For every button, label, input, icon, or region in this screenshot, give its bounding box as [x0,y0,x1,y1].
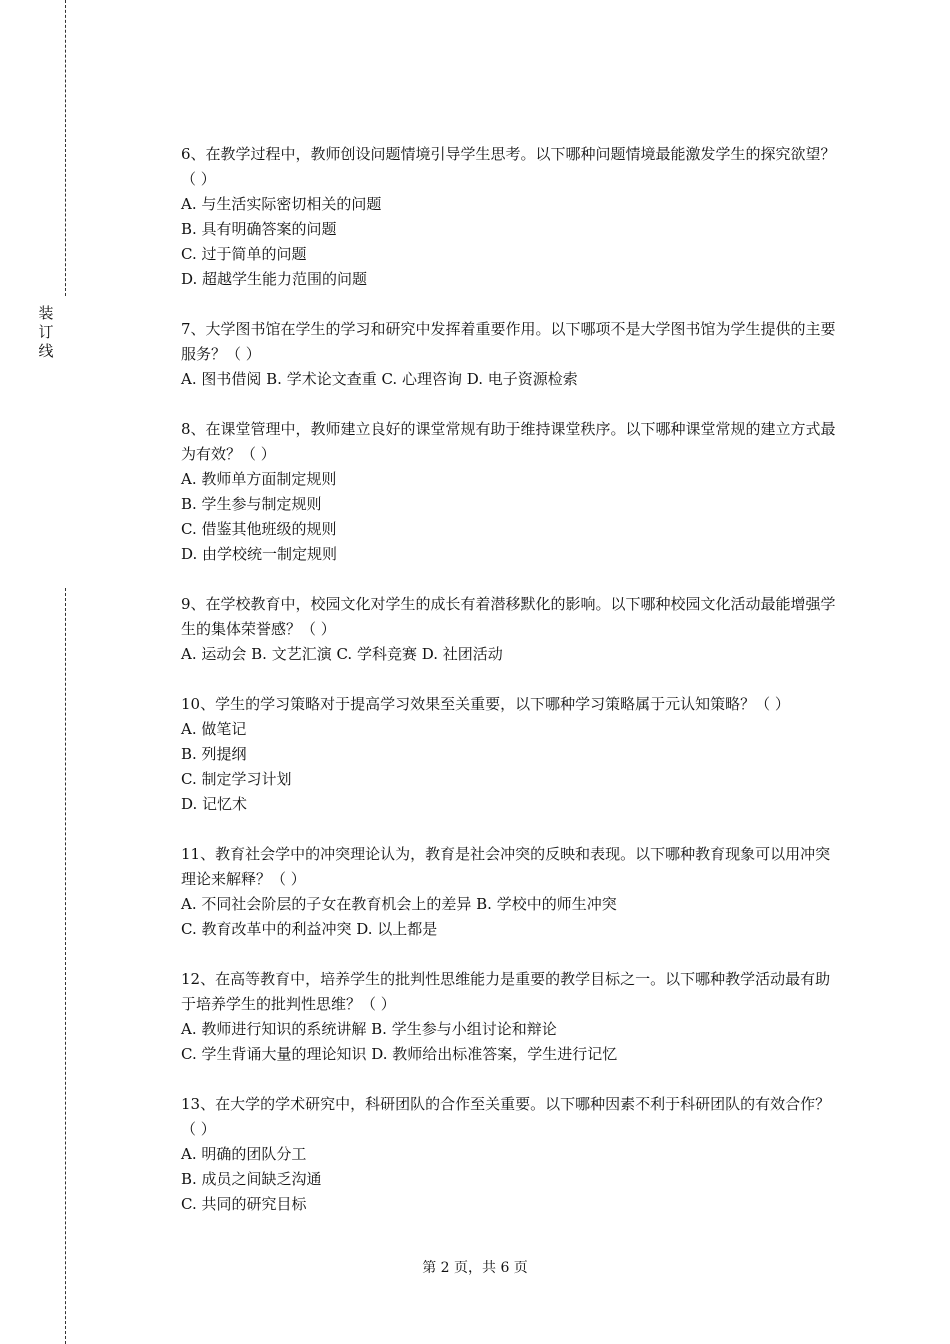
question-text: 12、在高等教育中，培养学生的批判性思维能力是重要的教学目标之一。以下哪种教学活动最有助于培养学生的批判性思维？（ ） [181,970,831,1013]
question-text: 11、教育社会学中的冲突理论认为，教育是社会冲突的反映和表现。以下哪种教育现象可以用冲突理论来解释？（ ） [181,845,831,888]
question-7 [181,317,841,392]
option: D. 记忆术 [181,795,248,813]
option: B. 成员之间缺乏沟通 [181,1170,322,1188]
option: B. 学生参与制定规则 [181,495,322,513]
option: C. 教育改革中的利益冲突 D. 以上都是 [181,920,438,938]
option: A. 教师进行知识的系统讲解 B. 学生参与小组讨论和辩论 [181,1020,557,1038]
question-text: 8、在课堂管理中，教师建立良好的课堂常规有助于维持课堂秩序。以下哪种课堂常规的建立方式最为有效？（ ） [181,420,836,463]
option: C. 制定学习计划 [181,770,292,788]
question-text: 13、在大学的学术研究中，科研团队的合作至关重要。以下哪种因素不利于科研团队的有效合作？（ ） [181,1095,831,1138]
question-list [181,142,841,1242]
question-text: 7、大学图书馆在学生的学习和研究中发挥着重要作用。以下哪项不是大学图书馆为学生提供的主要服务？（ ） [181,320,836,363]
option: C. 共同的研究目标 [181,1195,307,1213]
option: A. 做笔记 [181,720,247,738]
option: D. 超越学生能力范围的问题 [181,270,368,288]
option: A. 教师单方面制定规则 [181,470,337,488]
page-number: 第 2 页，共 6 页 [422,1260,528,1276]
question-10 [181,692,841,817]
question-text: 10、学生的学习策略对于提高学习效果至关重要，以下哪种学习策略属于元认知策略？（ ） [181,695,790,713]
option: D. 由学校统一制定规则 [181,545,338,563]
question-6 [181,142,841,292]
option: C. 借鉴其他班级的规则 [181,520,337,538]
binding-label [36,304,56,361]
question-12 [181,967,841,1067]
option: A. 明确的团队分工 [181,1145,307,1163]
question-9 [181,592,841,667]
binding-char: 线 [38,342,54,360]
option: A. 运动会 B. 文艺汇演 C. 学科竞赛 D. 社团活动 [181,645,503,663]
option: A. 图书借阅 B. 学术论文查重 C. 心理咨询 D. 电子资源检索 [181,370,578,388]
option: A. 与生活实际密切相关的问题 [181,195,382,213]
binding-dashed-line-top [65,0,66,296]
question-8 [181,417,841,567]
question-13 [181,1092,841,1217]
option: B. 列提纲 [181,745,247,763]
binding-char: 装 [38,304,54,322]
question-11 [181,842,841,942]
binding-dashed-line-bottom [65,588,66,1344]
question-text: 6、在教学过程中，教师创设问题情境引导学生思考。以下哪种问题情境最能激发学生的探究欲望？（ ） [181,145,836,188]
binding-char: 订 [38,323,54,341]
option: A. 不同社会阶层的子女在教育机会上的差异 B. 学校中的师生冲突 [181,895,617,913]
question-text: 9、在学校教育中，校园文化对学生的成长有着潜移默化的影响。以下哪种校园文化活动最能增强学生的集体荣誉感？（ ） [181,595,836,638]
option: B. 具有明确答案的问题 [181,220,337,238]
option: C. 学生背诵大量的理论知识 D. 教师给出标准答案，学生进行记忆 [181,1045,618,1063]
option: C. 过于简单的问题 [181,245,307,263]
